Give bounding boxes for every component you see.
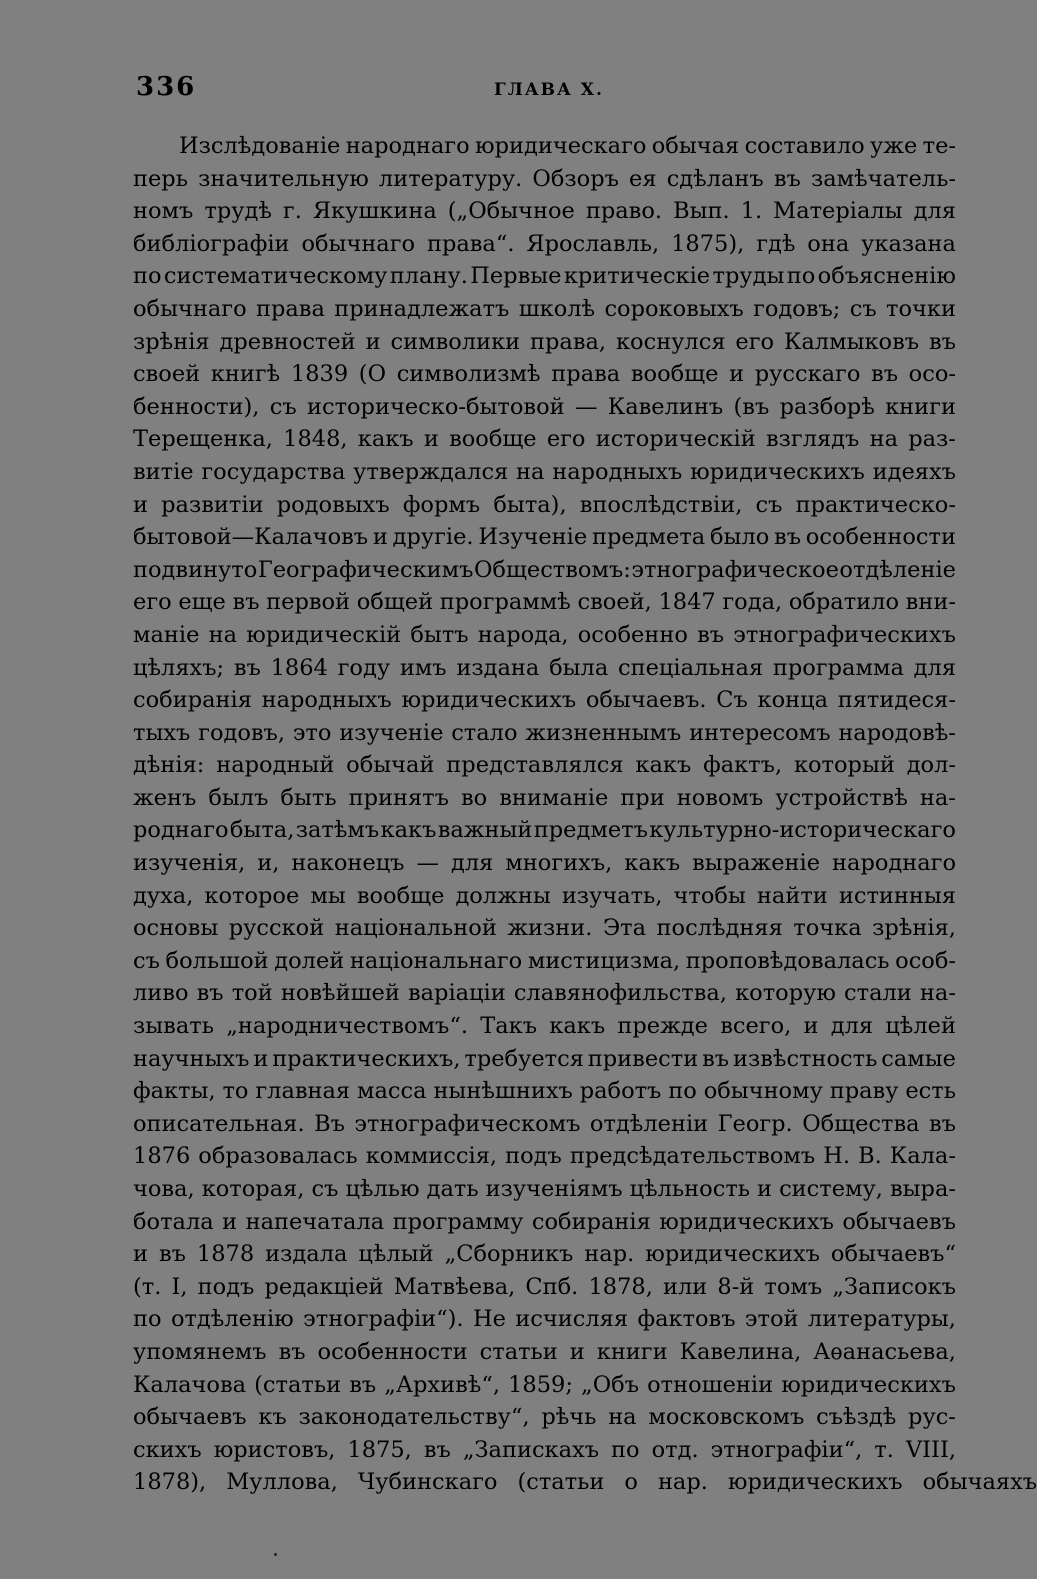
text-line: Изслѣдованіе народнаго юридическаго обычая составило уже те-: [179, 133, 956, 159]
text-line: ливо въ той новѣйшей варіаціи славянофильства, которую стали на-: [133, 980, 956, 1007]
text-line: (т. I, подъ редакціей Матвѣева, Спб. 1878, или 8-й томъ „Записокъ: [133, 1273, 956, 1300]
text-line: упомянемъ въ особенности статьи и книги Кавелина, Аѳанасьева,: [133, 1338, 956, 1365]
text-line: Терещенка, 1848, какъ и вообще его историческій взглядъ на раз-: [133, 426, 956, 453]
text-line: описательная. Въ этнографическомъ отдѣленіи Геогр. Общества въ: [133, 1110, 956, 1137]
text-line: зрѣнія древностей и символики права, коснулся его Калмыковъ въ: [133, 328, 956, 355]
text-line: скихъ юристовъ, 1875, въ „Запискахъ по отд. этнографіи“, т. VIII,: [133, 1436, 956, 1463]
text-line: и въ 1878 издала цѣлый „Сборникъ нар. юридическихъ обычаевъ“: [133, 1241, 956, 1268]
text-line: зывать „народничествомъ“. Такъ какъ прежде всего, и для цѣлей: [133, 1013, 956, 1040]
text-line: изученія, и, наконецъ — для многихъ, какъ выраженіе народнаго: [133, 850, 956, 877]
text-line: бытовой—Калачовъ и другіе. Изученіе предмета было въ особенности: [133, 524, 956, 551]
text-line: витіе государства утверждался на народныхъ юридическихъ идеяхъ: [133, 458, 956, 485]
text-line: основы русской національной жизни. Эта послѣдняя точка зрѣнія,: [133, 915, 956, 942]
text-line: обычнаго права принадлежатъ школѣ сороковыхъ годовъ; съ точки: [133, 295, 956, 322]
text-line: съ большой долей національнаго мистицизма, проповѣдовалась особ-: [133, 947, 956, 974]
chapter-title: ГЛАВА X.: [494, 80, 604, 100]
text-line: роднаго быта, затѣмъ какъ важный предметъ культурно-историческаго: [133, 817, 956, 844]
text-line: цѣляхъ; въ 1864 году имъ издана была спеціальная программа для: [133, 654, 956, 681]
text-line: бенности), съ историческо-бытовой — Кавелинъ (въ разборѣ книги: [133, 393, 956, 420]
print-speck: [274, 1553, 277, 1556]
text-line: чова, которая, съ цѣлью дать изученіямъ цѣльность и систему, выра-: [133, 1176, 956, 1202]
body-text: [133, 130, 1037, 1499]
text-line: Калачова (статьи въ „Архивѣ“, 1859; „Объ отношеніи юридическихъ: [133, 1371, 956, 1398]
text-line: по отдѣленію этнографіи“). Не исчисляя фактовъ этой литературы,: [133, 1306, 956, 1333]
text-line: библіографіи обычнаго права“. Ярославль, 1875), гдѣ она указана: [133, 230, 956, 257]
page-number: 336: [136, 72, 197, 102]
text-line: по систематическому плану. Первые критическіе труды по объясненію: [133, 263, 956, 290]
text-line: номъ трудѣ г. Якушкина („Обычное право. Вып. 1. Матеріалы для: [133, 198, 956, 225]
text-line: перь значительную литературу. Обзоръ ея сдѣланъ въ замѣчатель-: [133, 165, 956, 192]
text-line: дѣнія: народный обычай представлялся какъ фактъ, который дол-: [133, 752, 956, 779]
text-line: подвинуто Географическимъ Обществомъ: этнографическое отдѣленіе: [133, 556, 956, 583]
text-line: духа, которое мы вообще должны изучать, чтобы найти истинныя: [133, 882, 956, 909]
text-line: тыхъ годовъ, это изученіе стало жизненнымъ интересомъ народовѣ-: [133, 719, 956, 746]
text-line: и развитіи родовыхъ формъ быта), впослѣдствіи, съ практическо-: [133, 491, 956, 518]
running-head: [136, 72, 966, 106]
text-line: собиранія народныхъ юридическихъ обычаевъ. Съ конца пятидеся-: [133, 687, 956, 714]
text-line: его еще въ первой общей программѣ своей, 1847 года, обратило вни-: [133, 589, 956, 616]
text-line: маніе на юридическій бытъ народа, особенно въ этнографическихъ: [133, 621, 956, 648]
text-line: факты, то главная масса нынѣшнихъ работъ по обычному праву есть: [133, 1078, 956, 1105]
text-line: 1878), Муллова, Чубинскаго (статьи о нар. юридическихъ обычаяхъ: [133, 1469, 1037, 1496]
text-line: своей книгѣ 1839 (О символизмѣ права вообще и русскаго въ осо-: [133, 361, 956, 388]
text-line: обычаевъ къ законодательству“, рѣчь на московскомъ съѣздѣ рус-: [133, 1404, 956, 1431]
text-line: женъ былъ быть принятъ во вниманіе при новомъ устройствѣ на-: [133, 784, 956, 811]
text-line: 1876 образовалась коммиссія, подъ предсѣдательствомъ Н. В. Кала-: [133, 1143, 956, 1170]
text-line: ботала и напечатала программу собиранія юридическихъ обычаевъ: [133, 1208, 956, 1235]
text-line: научныхъ и практическихъ, требуется привести въ извѣстность самые: [133, 1045, 956, 1072]
